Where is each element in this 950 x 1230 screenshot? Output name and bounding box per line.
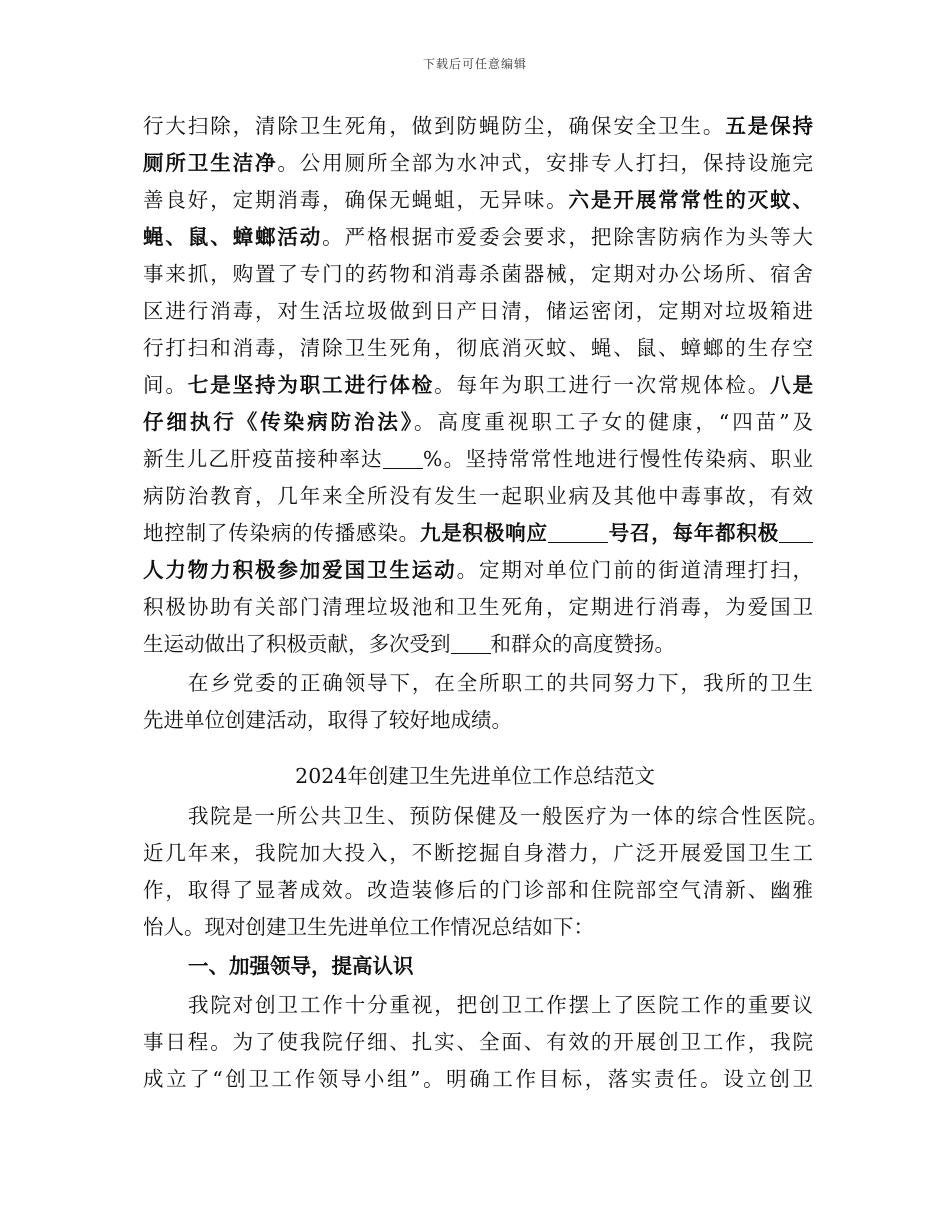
text-line: 积极协助有关部门清理垃圾池和卫生死角，定期进行消毒，为爱国卫	[143, 595, 813, 619]
text-line: 先进单位创建活动，取得了较好地成绩。	[143, 708, 512, 732]
text-line: 事日程。为了使我院仔细、扎实、全面、有效的开展创卫工作，我院	[143, 1030, 813, 1054]
text: 。严格根据市爱委会要求，把除害防病作为头等大	[322, 225, 813, 249]
text-line: 在乡党委的正确领导下，在全所职工的共同努力下，我所的卫生	[188, 671, 813, 695]
bold-text: 六是开展常常性的灭蚊、	[568, 188, 813, 212]
section-title: 2024年创建卫生先进单位工作总结范文	[295, 764, 655, 788]
text-line	[143, 367, 813, 404]
fill-blank	[779, 520, 813, 543]
page-header: 下载后可任意编辑	[422, 57, 527, 71]
bold-text: 仔细执行《传染病防治法》	[143, 410, 415, 434]
text-line: 近几年来，我院加大投入，不断挖掘自身潜力，广泛开展爱国卫生工	[143, 841, 813, 865]
bold-text: 七是坚持为职工进行体检	[187, 373, 435, 397]
bold-text: 号召，每年都积极	[607, 521, 780, 545]
text-line: 区进行消毒，对生活垃圾做到日产日清，储运密闭，定期对垃圾箱进	[143, 299, 813, 323]
text-line: 怡人。现对创建卫生先进单位工作情况总结如下：	[143, 915, 594, 939]
bold-text: 厕所卫生洁净	[143, 151, 278, 175]
text: 新生儿乙肝疫苗接种率达	[143, 447, 383, 471]
bold-text: 蝇、鼠、蟑螂活动	[143, 225, 323, 249]
text-line: 行打扫和消毒，清除卫生死角，彻底消灭蚊、蝇、鼠、蟑螂的生存空	[143, 336, 813, 360]
text-line	[143, 441, 813, 478]
text-line	[143, 145, 813, 182]
bold-text: 人力物力积极参加爱国卫生运动	[143, 558, 457, 582]
bold-text: 九是积极响应	[419, 521, 548, 545]
text: 行大扫除，清除卫生死角，做到防蝇防尘，确保安全卫生。	[143, 114, 726, 138]
text: %。坚持常常性地进行慢性传染病、职业	[422, 447, 813, 471]
text-line	[143, 552, 813, 589]
text: 。高度重视职工子女的健康，“四苗”及	[414, 410, 813, 434]
text-line	[143, 404, 813, 441]
fill-blank	[451, 631, 491, 654]
text-line: 我院对创卫工作十分重视，把创卫工作摆上了医院工作的重要议	[188, 993, 813, 1017]
text: 间。	[143, 373, 188, 397]
fill-blank	[383, 446, 423, 469]
text-line	[143, 219, 813, 256]
section-heading: 一、加强领导，提高认识	[188, 954, 414, 978]
text: 。定期对单位门前的街道清理打扫，	[456, 558, 813, 582]
text-line: 病防治教育，几年来全所没有发生一起职业病及其他中毒事故，有效	[143, 484, 813, 508]
text: 。每年为职工进行一次常规体检。	[434, 373, 771, 397]
text: 生运动做出了积极贡献，多次受到	[143, 632, 451, 656]
text: 善良好，定期消毒，确保无蝇蛆，无异味。	[143, 188, 569, 212]
text-line	[143, 108, 813, 145]
text-line: 成立了“创卫工作领导小组”。明确工作目标，落实责任。设立创卫	[143, 1067, 813, 1091]
text-line: 我院是一所公共卫生、预防保健及一般医疗为一体的综合性医院。	[188, 804, 828, 828]
text-line	[143, 626, 813, 663]
text-line	[143, 515, 813, 552]
text: 和群众的高度赞扬。	[490, 632, 675, 656]
bold-text: 五是保持	[725, 114, 813, 138]
text: 地控制了传染病的传播感染。	[143, 521, 420, 545]
bold-text: 八是	[770, 373, 813, 397]
text-line	[143, 182, 813, 219]
text-line: 作，取得了显著成效。改造装修后的门诊部和住院部空气清新、幽雅	[143, 878, 813, 902]
text-line: 事来抓，购置了专门的药物和消毒杀菌器械，定期对办公场所、宿舍	[143, 262, 813, 286]
fill-blank	[548, 520, 608, 543]
text: 。公用厕所全部为水冲式，安排专人打扫，保持设施完	[277, 151, 813, 175]
